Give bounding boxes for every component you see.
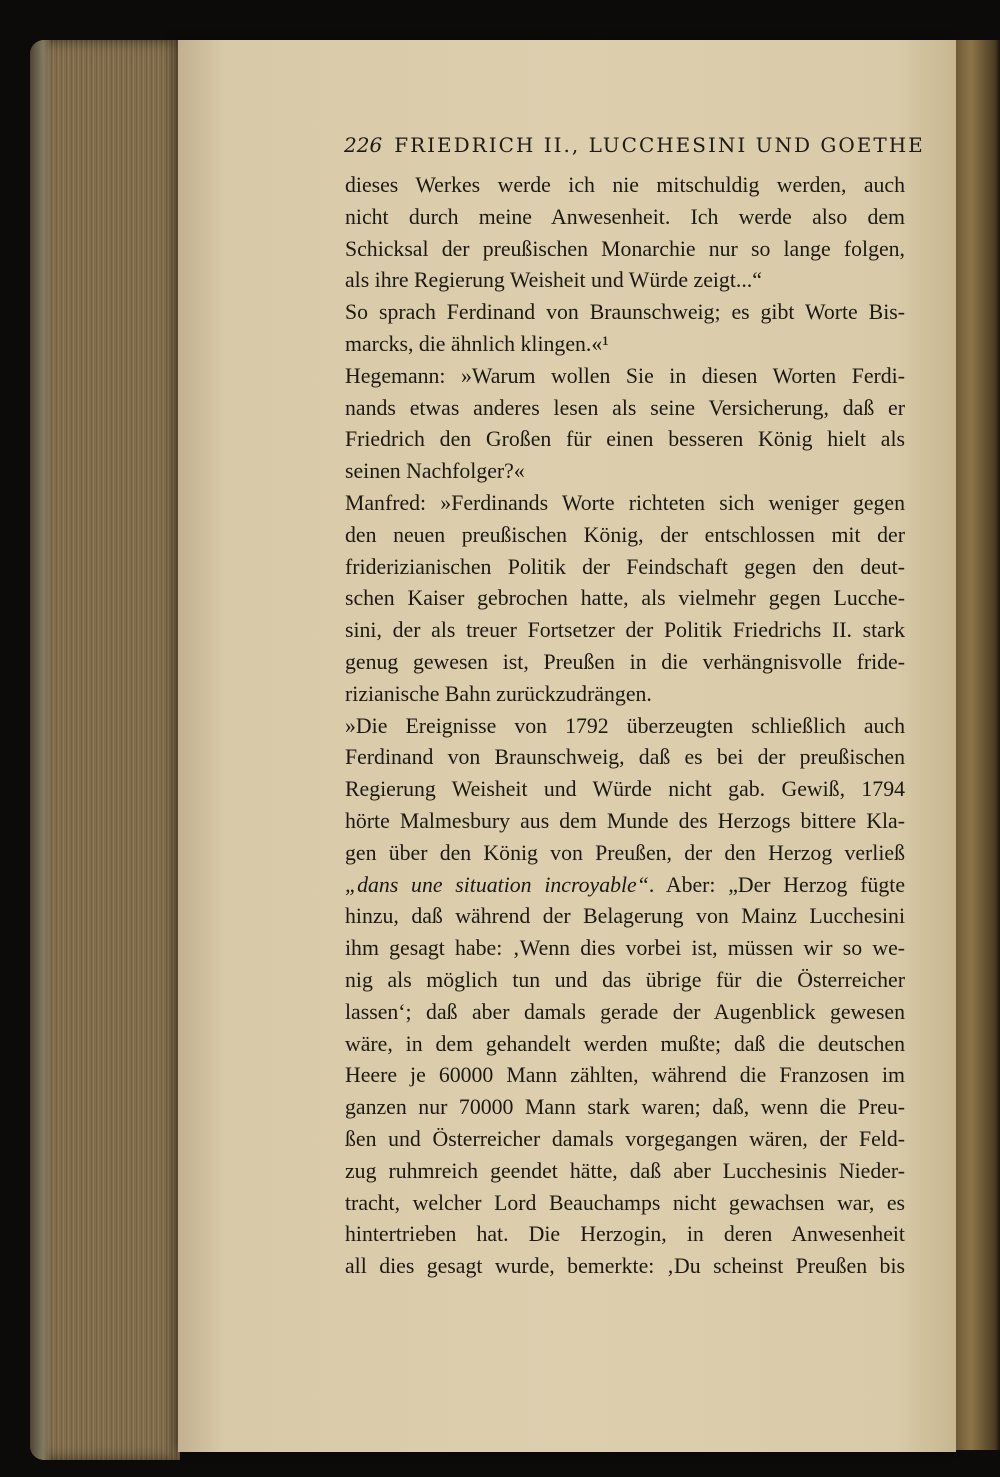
line-text: Schicksal der preußischen Monarchie nur so lange folgen, — [345, 236, 905, 261]
line-text: Manfred: »Ferdinands Worte richteten sich weniger gegen — [345, 490, 905, 515]
line-text: Friedrich den Großen für einen besseren König hielt als — [345, 427, 905, 452]
text-line — [345, 1219, 905, 1251]
line-text: dieses Werkes werde ich nie mitschuldig werden, auch — [345, 173, 905, 197]
page-block-edge — [30, 40, 180, 1460]
text-line — [345, 520, 905, 552]
body-text — [345, 170, 905, 1283]
text-line — [345, 1156, 905, 1188]
text-line — [345, 361, 905, 393]
line-text: zug ruhmreich geendet hätte, daß aber Lucchesinis Nieder- — [345, 1158, 905, 1183]
line-text: friderizianischen Politik der Feindschaft gegen den deut- — [345, 554, 905, 579]
text-line — [345, 933, 905, 965]
text-line — [345, 202, 905, 234]
line-text: als ihre Regierung Weisheit und Würde zeigt...“ — [345, 268, 762, 293]
line-text: Hegemann: »Warum wollen Sie in diesen Worten Ferdi- — [345, 363, 905, 388]
text-line — [345, 552, 905, 584]
text-line — [345, 583, 905, 615]
line-text: So sprach Ferdinand von Braunschweig; es gibt Worte Bis- — [345, 300, 905, 325]
text-line — [345, 901, 905, 933]
text-line — [345, 265, 905, 297]
line-text: rizianische Bahn zurückzudrängen. — [345, 681, 652, 706]
text-line — [345, 170, 905, 202]
line-text: wäre, in dem gehandelt werden mußte; daß die deutschen — [345, 1031, 905, 1056]
page-number: 226 — [344, 133, 383, 157]
line-text: Ferdinand von Braunschweig, daß es bei der preußischen — [345, 745, 905, 770]
line-text: tracht, welcher Lord Beauchamps nicht gewachsen war, es — [345, 1190, 905, 1215]
running-header — [344, 133, 925, 163]
line-text: nands etwas anderes lesen als seine Versicherung, daß er — [345, 395, 905, 420]
line-text: nig als möglich tun und das übrige für die Österreicher — [345, 967, 905, 992]
text-line — [345, 997, 905, 1029]
line-text: marcks, die ähnlich klingen.«¹ — [345, 331, 609, 356]
text-line — [345, 806, 905, 838]
line-text: . Aber: „Der Herzog fügte — [648, 872, 905, 897]
line-text: den neuen preußischen König, der entschlossen mit der — [345, 522, 905, 547]
text-line — [345, 615, 905, 647]
text-line — [345, 488, 905, 520]
running-title: FRIEDRICH II., LUCCHESINI UND GOETHE — [394, 133, 925, 157]
line-text: hörte Malmesbury aus dem Munde des Herzogs bittere Kla- — [345, 808, 905, 833]
line-text: ganzen nur 70000 Mann stark waren; daß, wenn die Preu- — [345, 1095, 905, 1120]
line-text: genug gewesen ist, Preußen in die verhängnisvolle fride- — [345, 649, 905, 674]
line-text: Regierung Weisheit und Würde nicht gab. Gewiß, 1794 — [345, 777, 905, 802]
text-line — [345, 647, 905, 679]
line-text: all dies gesagt wurde, bemerkte: ‚Du scheinst Preußen bis — [345, 1254, 905, 1279]
text-line — [345, 1029, 905, 1061]
line-text: schen Kaiser gebrochen hatte, als vielmehr gegen Lucche- — [345, 586, 905, 611]
text-line — [345, 1060, 905, 1092]
text-line — [345, 679, 905, 711]
text-line — [345, 1188, 905, 1220]
text-line — [345, 329, 905, 361]
line-text: Heere je 60000 Mann zählten, während die Franzosen im — [345, 1063, 905, 1088]
facing-page-edge — [952, 40, 1000, 1450]
line-text: hintertrieben hat. Die Herzogin, in deren Anwesenheit — [345, 1222, 905, 1247]
line-text: nicht durch meine Anwesenheit. Ich werde also dem — [345, 204, 905, 229]
text-line — [345, 393, 905, 425]
text-line — [345, 838, 905, 870]
text-line — [345, 1124, 905, 1156]
text-line — [345, 870, 905, 902]
text-line — [345, 234, 905, 266]
line-text: seinen Nachfolger?« — [345, 459, 525, 484]
text-line — [345, 297, 905, 329]
text-line — [345, 424, 905, 456]
text-line — [345, 965, 905, 997]
italic-quote: „dans une situation incroyable“ — [345, 872, 649, 897]
line-text: gen über den König von Preußen, der den Herzog verließ — [345, 840, 905, 865]
line-text: lassen‘; daß aber damals gerade der Augenblick gewesen — [345, 999, 905, 1024]
line-text: ihm gesagt habe: ‚Wenn dies vorbei ist, müssen wir so we- — [345, 936, 905, 961]
text-line — [345, 456, 905, 488]
line-text: hinzu, daß während der Belagerung von Mainz Lucchesini — [345, 904, 905, 929]
text-line — [345, 1092, 905, 1124]
line-text: ßen und Österreicher damals vorgegangen wären, der Feld- — [345, 1126, 905, 1151]
text-line — [345, 1251, 905, 1283]
text-line — [345, 742, 905, 774]
text-line — [345, 711, 905, 743]
line-text: sini, der als treuer Fortsetzer der Politik Friedrichs II. stark — [345, 618, 905, 643]
text-line — [345, 774, 905, 806]
line-text: »Die Ereignisse von 1792 überzeugten schließlich auch — [345, 713, 905, 738]
